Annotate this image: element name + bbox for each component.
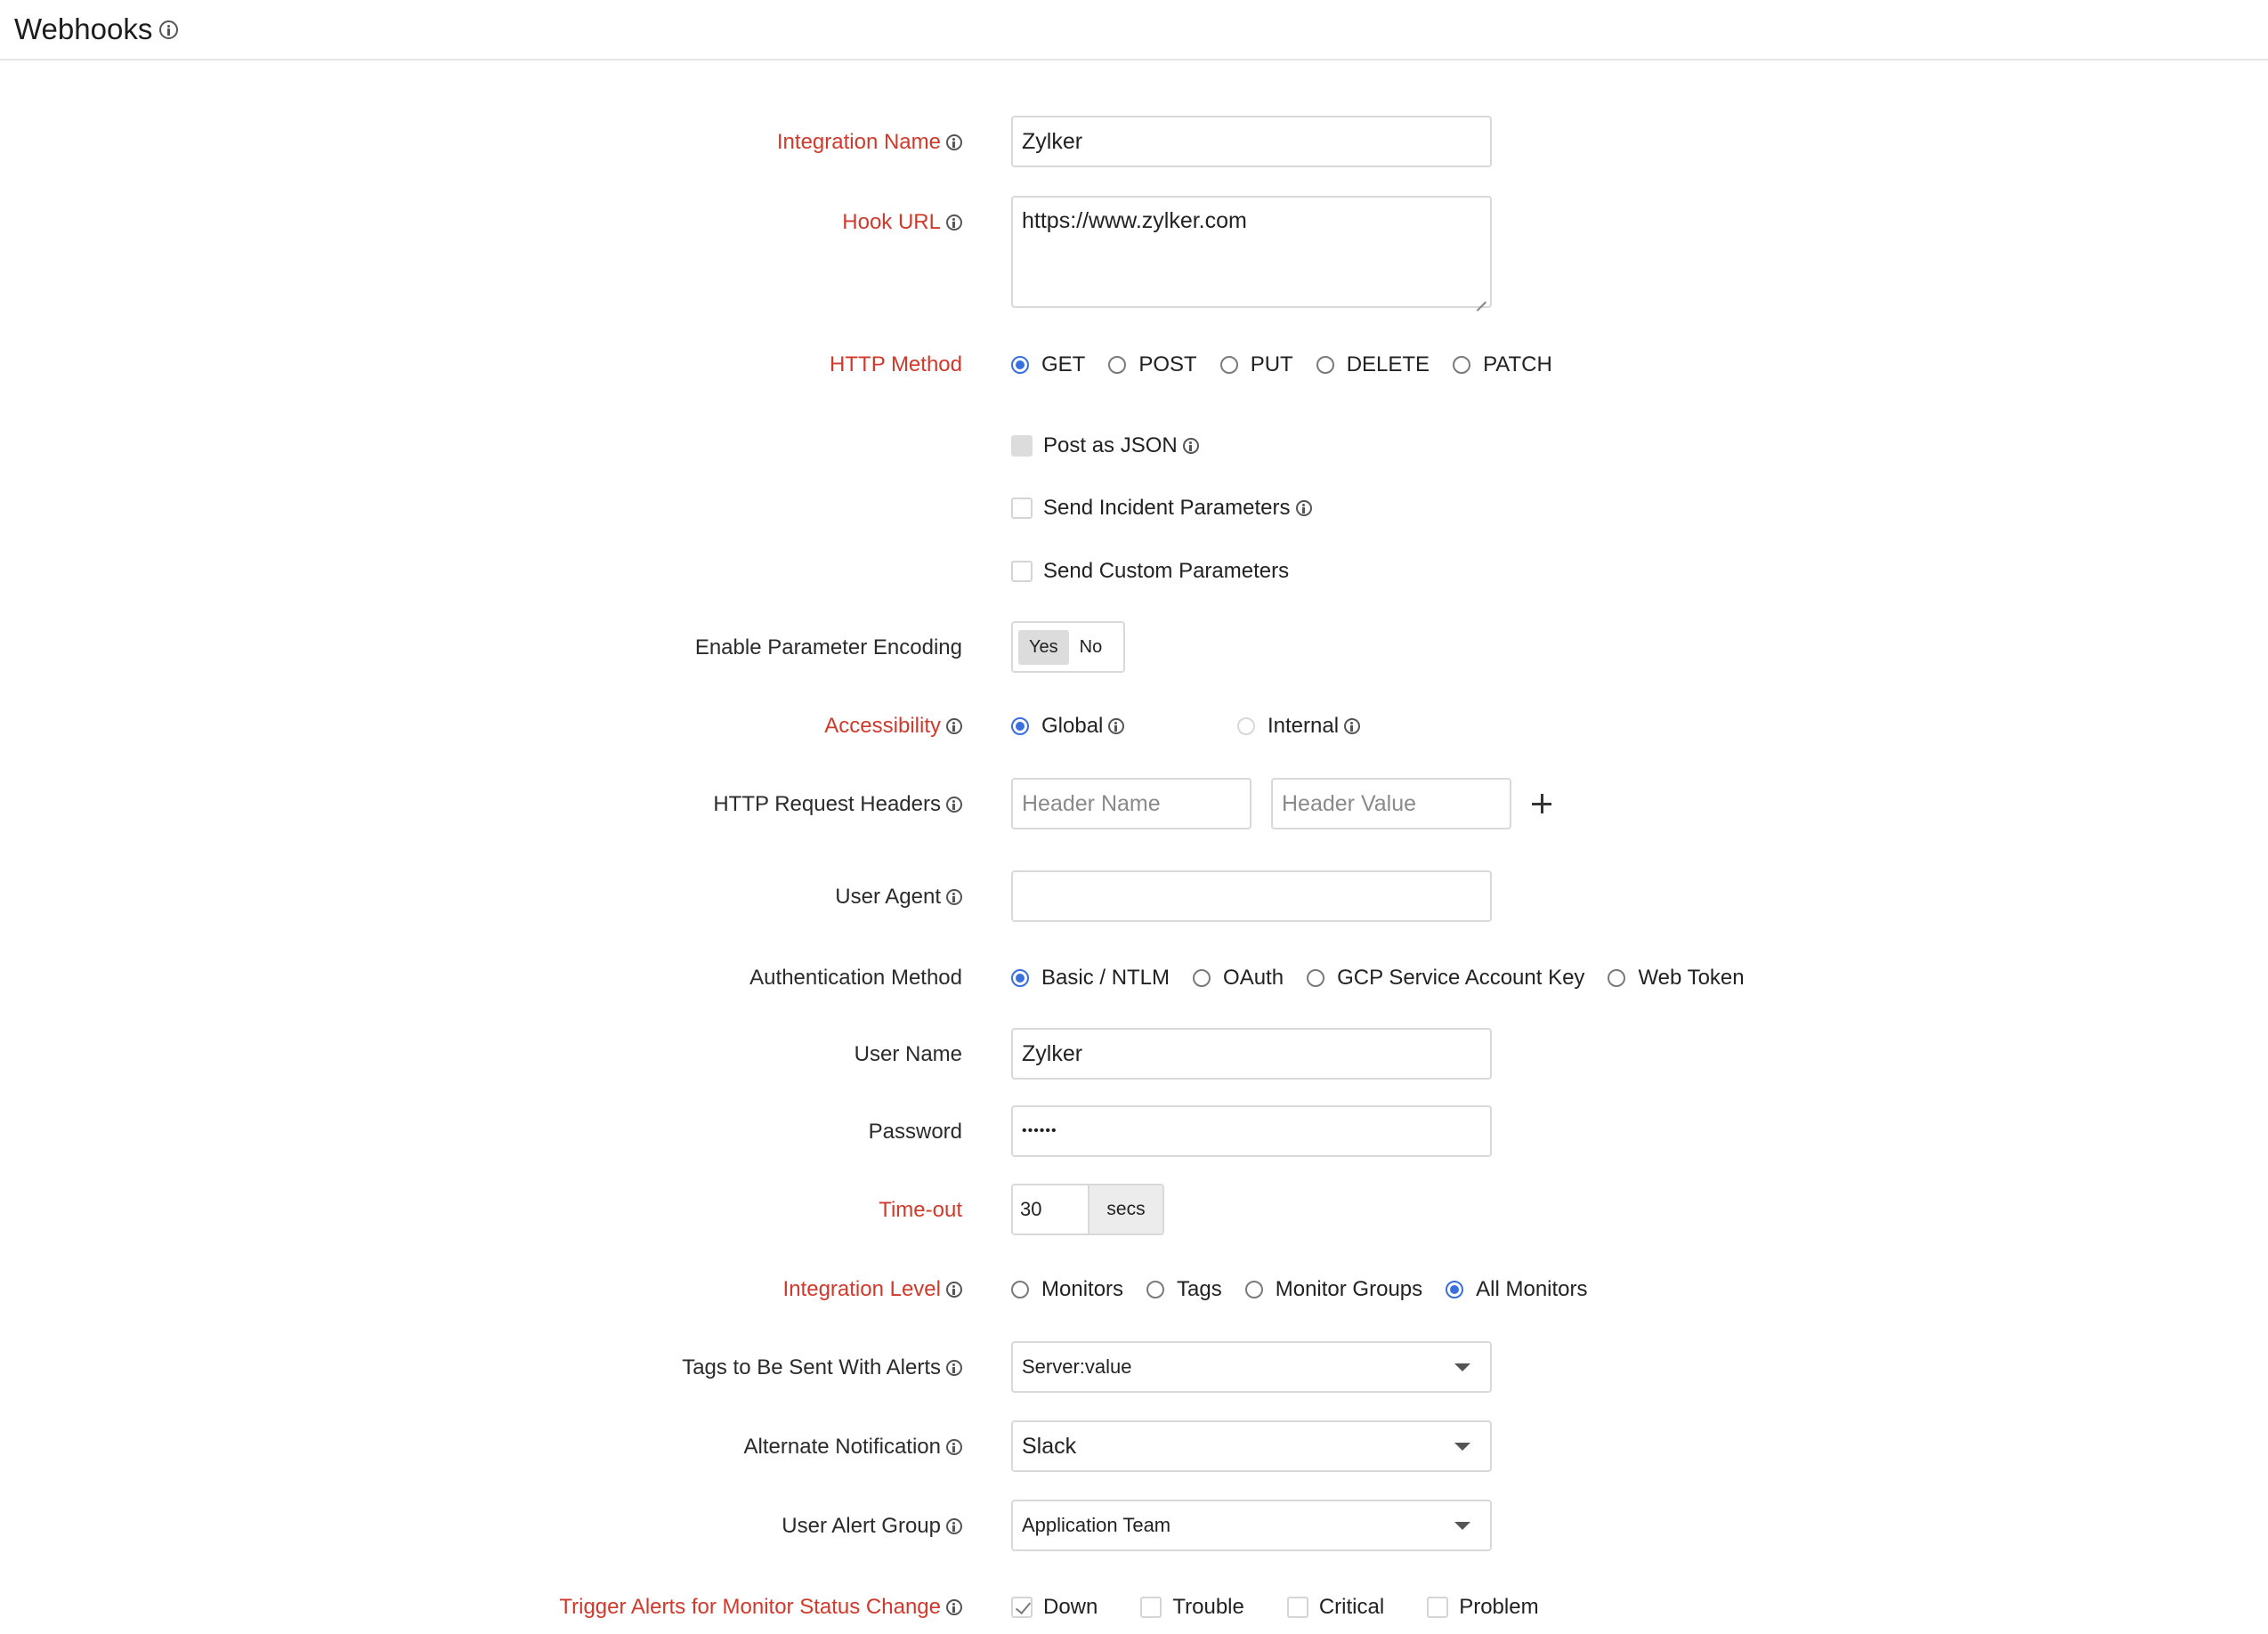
timeout-unit-text: secs	[1106, 1199, 1146, 1219]
password-label-text: Password	[868, 1120, 962, 1144]
header-value-input[interactable]	[1271, 778, 1511, 829]
radio-label: OAuth	[1223, 966, 1284, 990]
caret-down-icon	[1454, 1363, 1470, 1371]
info-icon[interactable]	[946, 1439, 962, 1455]
trigger-trouble[interactable]	[1140, 1595, 1243, 1620]
accessibility-global[interactable]	[1011, 714, 1237, 739]
auth-oauth[interactable]	[1193, 966, 1284, 991]
checkbox[interactable]	[1287, 1597, 1308, 1618]
info-icon[interactable]	[946, 1599, 962, 1615]
timeout-unit	[1088, 1184, 1164, 1235]
trigger-problem[interactable]	[1427, 1595, 1538, 1620]
radio-button[interactable]	[1146, 1281, 1164, 1298]
send-incident-parameters-row[interactable]	[1011, 496, 1312, 521]
checkbox[interactable]	[1011, 1597, 1033, 1618]
send-incident-parameters-label: Send Incident Parameters	[1043, 496, 1291, 520]
radio-label: Tags	[1177, 1277, 1222, 1301]
encoding-no-button[interactable]: No	[1079, 636, 1103, 657]
hook-url-label	[842, 210, 962, 235]
page-title-text: Webhooks	[14, 12, 153, 45]
page-header	[0, 0, 2268, 61]
user-agent-label-text: User Agent	[835, 885, 941, 909]
radio-label: Web Token	[1638, 966, 1745, 990]
level-monitor-groups[interactable]	[1245, 1277, 1422, 1302]
auth-method-label-text: Authentication Method	[749, 966, 962, 990]
auth-web-token[interactable]	[1608, 966, 1744, 991]
hook-url-value: https://www.zylker.com	[1022, 208, 1247, 233]
radio-button[interactable]	[1220, 356, 1238, 374]
accessibility-label	[824, 714, 962, 739]
user-agent-input[interactable]	[1011, 870, 1492, 922]
radio-label: POST	[1138, 352, 1197, 376]
level-tags[interactable]	[1146, 1277, 1222, 1302]
info-icon[interactable]	[946, 1518, 962, 1534]
radio-button[interactable]	[1011, 356, 1029, 374]
user-alert-group-label-text: User Alert Group	[782, 1514, 941, 1538]
radio-label: All Monitors	[1476, 1277, 1588, 1301]
parameter-encoding-toggle	[1011, 621, 1125, 673]
alternate-notification-select[interactable]	[1011, 1420, 1492, 1472]
radio-button[interactable]	[1307, 969, 1324, 987]
user-name-value: Zylker	[1022, 1040, 1083, 1066]
password-input[interactable]	[1011, 1105, 1492, 1157]
user-name-label	[855, 1042, 962, 1067]
header-value-placeholder: Header Value	[1282, 790, 1417, 816]
http-request-headers-label-text: HTTP Request Headers	[713, 792, 941, 816]
radio-label: Basic / NTLM	[1041, 966, 1170, 990]
level-monitors[interactable]	[1011, 1277, 1123, 1302]
http-method-label	[830, 352, 962, 377]
accessibility-internal[interactable]	[1237, 714, 1360, 739]
integration-name-value: Zylker	[1022, 128, 1083, 154]
tags-sent-label	[682, 1355, 962, 1380]
hook-url-textarea[interactable]	[1011, 196, 1492, 308]
info-icon[interactable]	[946, 889, 962, 905]
post-as-json-label: Post as JSON	[1043, 433, 1178, 457]
radio-label: GCP Service Account Key	[1337, 966, 1585, 990]
timeout-input[interactable]	[1011, 1184, 1088, 1235]
radio-button[interactable]	[1446, 1281, 1463, 1298]
radio-label: Internal	[1268, 714, 1340, 738]
header-name-input[interactable]	[1011, 778, 1251, 829]
checkbox[interactable]	[1427, 1597, 1448, 1618]
integration-level-radio-group	[1011, 1277, 1611, 1302]
auth-method-radio-group	[1011, 966, 1768, 991]
trigger-critical[interactable]	[1287, 1595, 1384, 1620]
info-icon[interactable]	[946, 1360, 962, 1376]
info-icon[interactable]	[159, 20, 178, 39]
parameter-encoding-label-text: Enable Parameter Encoding	[694, 635, 962, 659]
radio-button[interactable]	[1316, 356, 1334, 374]
send-custom-parameters-row[interactable]	[1011, 559, 1289, 584]
radio-button[interactable]	[1245, 1281, 1263, 1298]
plus-icon[interactable]	[1532, 794, 1551, 813]
info-icon[interactable]	[946, 134, 962, 150]
password-value: ••••••	[1022, 1123, 1057, 1138]
radio-button[interactable]	[1608, 969, 1625, 987]
radio-button[interactable]	[1237, 717, 1255, 735]
hook-url-label-text: Hook URL	[842, 210, 941, 234]
info-icon[interactable]	[946, 1282, 962, 1298]
http-method-radio-group	[1011, 352, 1575, 377]
checkbox-label: Critical	[1318, 1595, 1385, 1619]
accessibility-label-text: Accessibility	[824, 714, 941, 738]
integration-level-label	[783, 1277, 962, 1302]
header-name-placeholder: Header Name	[1022, 790, 1161, 816]
page-title	[14, 12, 178, 46]
radio-button[interactable]	[1108, 356, 1126, 374]
info-icon[interactable]	[1108, 718, 1124, 734]
trigger-alerts-checkbox-group	[1011, 1595, 1582, 1620]
timeout-label-text: Time-out	[879, 1198, 962, 1222]
row-hook-url	[0, 196, 2268, 308]
info-icon[interactable]	[946, 214, 962, 231]
http-method-put[interactable]	[1220, 352, 1293, 377]
info-icon[interactable]	[1296, 500, 1312, 516]
info-icon[interactable]	[946, 797, 962, 813]
http-method-post[interactable]	[1108, 352, 1196, 377]
send-custom-parameters-checkbox[interactable]	[1011, 561, 1033, 582]
timeout-input-group	[1011, 1184, 1164, 1235]
timeout-value: 30	[1020, 1198, 1042, 1220]
trigger-alerts-label	[559, 1595, 962, 1620]
tags-sent-select[interactable]	[1011, 1341, 1492, 1393]
info-icon[interactable]	[1344, 718, 1360, 734]
http-request-headers-label	[713, 792, 962, 817]
post-as-json-checkbox-row[interactable]	[1011, 433, 1199, 458]
parameter-encoding-label	[695, 635, 962, 660]
send-incident-parameters-checkbox[interactable]	[1011, 497, 1033, 519]
user-alert-group-select[interactable]	[1011, 1500, 1492, 1551]
timeout-label	[879, 1198, 962, 1223]
checkbox-label: Problem	[1459, 1595, 1539, 1619]
user-alert-group-value: Application Team	[1022, 1514, 1171, 1536]
auth-gcp-service-account-key[interactable]	[1307, 966, 1584, 991]
radio-label: GET	[1041, 352, 1086, 376]
encoding-yes-button[interactable]: Yes	[1018, 630, 1069, 665]
post-as-json-checkbox[interactable]	[1011, 435, 1033, 457]
user-name-input[interactable]	[1011, 1028, 1492, 1080]
radio-button[interactable]	[1011, 717, 1029, 735]
trigger-down[interactable]	[1011, 1595, 1098, 1620]
checkbox-label: Trouble	[1172, 1595, 1244, 1619]
alternate-notification-value: Slack	[1022, 1433, 1077, 1459]
http-method-label-text: HTTP Method	[830, 352, 962, 376]
caret-down-icon	[1454, 1443, 1470, 1451]
accessibility-radio-group	[1011, 714, 1383, 739]
info-icon[interactable]	[946, 718, 962, 734]
integration-level-label-text: Integration Level	[782, 1277, 941, 1301]
radio-label: DELETE	[1346, 352, 1430, 376]
user-alert-group-label	[782, 1514, 962, 1539]
integration-name-label-text: Integration Name	[776, 130, 941, 154]
checkbox-label: Down	[1043, 1595, 1098, 1619]
caret-down-icon	[1454, 1522, 1470, 1530]
trigger-alerts-label-text: Trigger Alerts for Monitor Status Change	[559, 1595, 941, 1619]
http-method-patch[interactable]	[1453, 352, 1552, 377]
radio-button[interactable]	[1011, 1281, 1029, 1298]
alternate-notification-label-text: Alternate Notification	[743, 1435, 941, 1459]
checkbox[interactable]	[1140, 1597, 1162, 1618]
radio-label: Global	[1041, 714, 1104, 738]
radio-button[interactable]	[1011, 969, 1029, 987]
alternate-notification-label	[744, 1435, 962, 1460]
password-label	[869, 1120, 962, 1145]
resize-grip-icon[interactable]	[1474, 290, 1486, 303]
user-agent-label	[835, 885, 962, 910]
user-name-label-text: User Name	[854, 1042, 962, 1066]
auth-method-label	[749, 966, 962, 991]
integration-name-input[interactable]	[1011, 116, 1492, 167]
send-custom-parameters-label: Send Custom Parameters	[1043, 559, 1290, 583]
radio-label: PUT	[1250, 352, 1293, 376]
radio-button[interactable]	[1453, 356, 1470, 374]
level-all-monitors[interactable]	[1446, 1277, 1587, 1302]
radio-button[interactable]	[1193, 969, 1211, 987]
radio-label: Monitor Groups	[1275, 1277, 1423, 1301]
tags-sent-label-text: Tags to Be Sent With Alerts	[682, 1355, 941, 1379]
radio-label: Monitors	[1041, 1277, 1124, 1301]
auth-basic-ntlm[interactable]	[1011, 966, 1170, 991]
integration-name-label	[777, 130, 962, 155]
http-method-get[interactable]	[1011, 352, 1085, 377]
http-method-delete[interactable]	[1316, 352, 1430, 377]
tags-sent-value: Server:value	[1022, 1355, 1132, 1378]
info-icon[interactable]	[1183, 438, 1199, 454]
radio-label: PATCH	[1483, 352, 1552, 376]
